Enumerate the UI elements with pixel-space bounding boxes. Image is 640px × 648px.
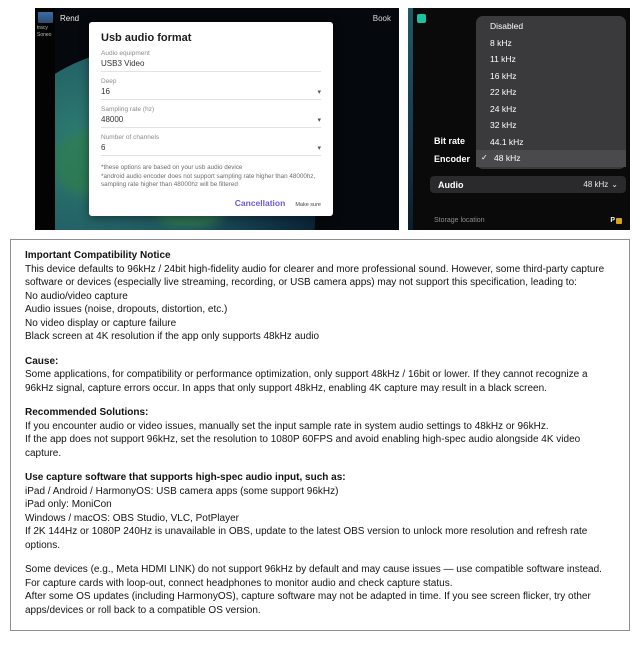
- sample-rate-menu: [476, 16, 626, 169]
- notice-line: No video display or capture failure: [25, 317, 177, 329]
- menu-option[interactable]: 11 kHz: [490, 54, 516, 64]
- menu-option[interactable]: Disabled: [490, 21, 524, 31]
- field-value: 6: [101, 143, 106, 152]
- menu-option[interactable]: 22 kHz: [490, 87, 517, 97]
- notice-line: Some applications, for compatibility or performance optimization, only support 48kHz / 16bit or lower. If they cannot recognize a 96kHz signal, capture errors occur. In apps that only support 48kHz, enabling 4K capture may result in a black screen.: [25, 369, 588, 394]
- caret-down-icon[interactable]: ▾: [317, 88, 321, 96]
- thumbnail-caption: Soneo: [37, 32, 52, 38]
- notice-line: After some OS updates (including HarmonyOS), capture software may not be adapted in time. If you see screen flicker, try other apps/devices or roll back to a compatible OS version.: [25, 591, 591, 616]
- note-line: *these options are based on your usb audio device: [101, 164, 243, 171]
- storage-location-label: Storage location: [434, 217, 485, 224]
- storage-icon-square: [616, 218, 622, 224]
- notice-line: If you encounter audio or video issues, manually set the input sample rate in system audio settings to 48kHz or 96kHz.: [25, 420, 549, 432]
- notice-line: No audio/video capture: [25, 290, 128, 302]
- caret-down-icon[interactable]: ▾: [317, 116, 321, 124]
- notice-section: [25, 406, 615, 460]
- thumbnail-sidebar: [35, 8, 55, 230]
- audio-setting-row[interactable]: [430, 176, 626, 193]
- field-label: Sampling rate (hz): [101, 106, 155, 113]
- video-edge-strip: [408, 8, 413, 230]
- video-thumbnail[interactable]: [38, 12, 53, 23]
- encoder-label: Encoder: [434, 154, 471, 164]
- audio-label: Audio: [438, 179, 464, 190]
- notice-heading: Important Compatibility Notice: [25, 250, 171, 261]
- field-value: 16: [101, 87, 110, 96]
- bit-rate-label: Bit rate: [434, 136, 466, 146]
- chevron-down-icon: ⌄: [611, 180, 618, 189]
- menu-option[interactable]: 16 kHz: [490, 70, 517, 81]
- menu-option-selected[interactable]: [476, 150, 626, 167]
- app-screenshot-right: [408, 8, 630, 230]
- notice-line: iPad only: MoniCon: [25, 499, 112, 510]
- menu-option[interactable]: 8 kHz: [490, 37, 512, 48]
- notice-line: Some devices (e.g., Meta HDMI LINK) do not support 96kHz by default and may cause issues — use compatible software instead.: [25, 564, 602, 575]
- notice-heading: Cause:: [25, 355, 59, 367]
- field-label: Number of channels: [101, 134, 160, 141]
- note-line: *android audio encoder does not support sampling rate higher than 48000hz, sampling rate higher than 48000hz will be filtered: [101, 172, 316, 188]
- app-icon: [417, 14, 426, 23]
- notice-line: For capture cards with loop-out, connect headphones to monitor audio and check capture status.: [25, 577, 453, 589]
- menu-option-label: 48 kHz: [494, 153, 521, 163]
- caret-down-icon[interactable]: ▾: [317, 144, 321, 152]
- field-number-of-channels[interactable]: [101, 134, 321, 156]
- menu-option[interactable]: 24 kHz: [490, 103, 517, 114]
- notice-section: [25, 249, 615, 344]
- notice-line: If 2K 144Hz or 1080P 240Hz is unavailable in OBS, update to the latest OBS version to unlock more resolution and refresh rate options.: [25, 526, 588, 551]
- compatibility-notice: [10, 239, 630, 631]
- dialog-note: [101, 164, 321, 190]
- app-screenshot-left: [35, 8, 399, 230]
- notice-heading: Use capture software that supports high-spec audio input, such as:: [25, 472, 346, 483]
- notice-section: [25, 355, 615, 396]
- menu-option[interactable]: 44.1 kHz: [490, 136, 524, 147]
- storage-icon: [610, 217, 622, 224]
- background-title: Rend: [60, 14, 80, 23]
- make-sure-button[interactable]: Make sure: [295, 202, 321, 208]
- cancellation-button[interactable]: Cancellation: [234, 198, 286, 208]
- notice-line: iPad / Android / HarmonyOS: USB camera apps (some support 96kHz): [25, 485, 339, 497]
- notice-section: [25, 563, 615, 617]
- field-deep[interactable]: [101, 78, 321, 100]
- storage-location-row[interactable]: [434, 217, 622, 224]
- audio-value: 48 kHz: [583, 180, 609, 189]
- check-icon: ✓: [481, 153, 488, 162]
- notice-line: This device defaults to 96kHz / 24bit high-fidelity audio for clearer and more professional sound. However, some third-party capture software or devices (especially live streaming, recording, or USB camera apps) may not support this specification, leading to:: [25, 263, 605, 288]
- notice-line: If the app does not support 96kHz, set the resolution to 1080P 60FPS and avoid enabling high-spec audio alongside 4K video capture.: [25, 434, 581, 459]
- thumbnail-caption: tracy: [37, 25, 48, 31]
- notice-line: Black screen at 4K resolution if the app only supports 48kHz audio: [25, 331, 320, 342]
- field-value: 48000: [101, 115, 124, 124]
- field-value: USB3 Video: [101, 59, 145, 68]
- notice-line: Audio issues (noise, dropouts, distortion, etc.): [25, 304, 228, 315]
- storage-icon-letter: P: [610, 217, 615, 224]
- screenshot-strip: [35, 8, 630, 230]
- usb-audio-format-dialog: [89, 22, 333, 216]
- notice-line: Windows / macOS: OBS Studio, VLC, PotPlayer: [25, 512, 239, 524]
- dialog-title: Usb audio format: [101, 32, 192, 44]
- notice-heading: Recommended Solutions:: [25, 407, 149, 418]
- field-label: Audio equipment: [101, 50, 150, 57]
- field-audio-equipment: [101, 50, 321, 72]
- notice-section: [25, 471, 615, 552]
- book-label: Book: [372, 14, 391, 23]
- field-sampling-rate[interactable]: [101, 106, 321, 128]
- menu-option[interactable]: 32 kHz: [490, 120, 517, 130]
- field-label: Deep: [101, 78, 117, 85]
